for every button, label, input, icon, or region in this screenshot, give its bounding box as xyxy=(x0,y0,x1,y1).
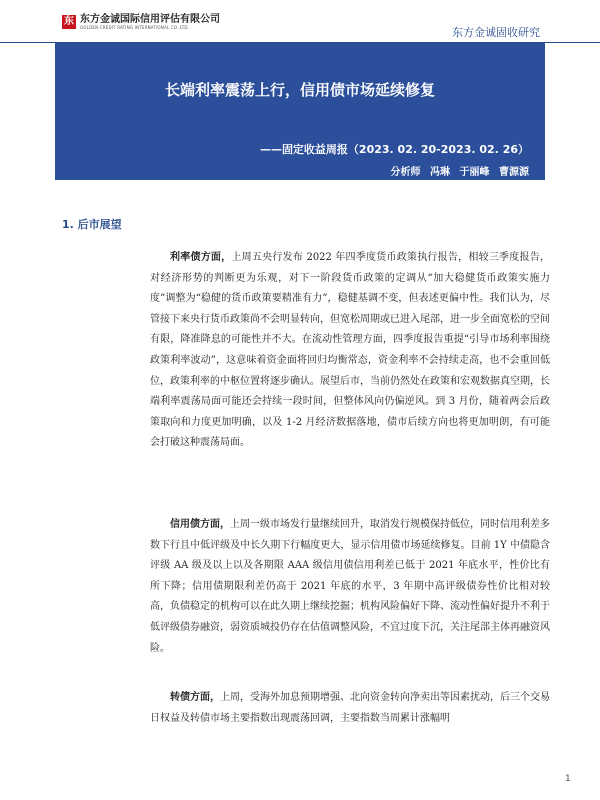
paragraph-body: 上周一级市场发行量继续回升，取消发行规模保持低位，同时信用利差多数下行且中低评级及中长久期下行幅度更大，显示信用债市场延续修复。目前 1Y 中债隐含评级 AA 级及以上以及各期限 AAA 级信用债信用利差已低于 2021 年底水平，性价比有所下降；信用债期限利差仍高于 2021 年底的水平，3 年期中高评级债券性价比相对较高，负债稳定的机构可以在此久期上继续挖掘；机构风险偏好下降、流动性偏好提升不利于低评级债券融资，弱资质城投仍存在估值调整风险，不宜过度下沉，关注尾部主体再融资风险。 xyxy=(150,519,550,654)
paragraph-body: 上周，受海外加息预期增强、北向资金转向净卖出等因素扰动，后三个交易日权益及转债市场主要指数出现震荡回调，主要指数当周累计涨幅明 xyxy=(150,692,550,724)
company-logo xyxy=(62,14,220,31)
analyst-name: 曹源源 xyxy=(499,167,529,178)
report-subtitle: ——固定收益周报（2023. 02. 20-2023. 02. 26） xyxy=(259,143,529,156)
analysts-label: 分析师 xyxy=(390,167,421,178)
paragraph-rates xyxy=(150,248,550,454)
analyst-name: 于丽峰 xyxy=(459,167,490,178)
page-number: 1 xyxy=(565,774,571,784)
paragraph-lead: 信用债方面， xyxy=(170,519,230,530)
report-title: 长端利率震荡上行，信用债市场延续修复 xyxy=(164,81,435,99)
analyst-name: 冯琳 xyxy=(430,167,451,178)
paragraph-convertible xyxy=(150,688,550,729)
title-banner xyxy=(55,43,545,180)
paragraph-lead: 利率债方面， xyxy=(170,252,232,263)
company-name-en: GOLDEN CREDIT RATING INTERNATIONAL CO.,LTD. xyxy=(80,25,190,30)
paragraph-lead: 转债方面， xyxy=(170,692,220,703)
company-name-cn: 东方金诚国际信用评估有限公司 xyxy=(80,14,220,25)
paragraph-body: 上周五央行发布 2022 年四季度货币政策执行报告，相较三季度报告，对经济形势的判断更为乐观，对下一阶段货币政策的定调从“加大稳健货币政策实施力度”调整为“稳健的货币政策要精准有力”，稳健基调不变，但表述更偏中性。我们认为，尽管接下来央行货币政策尚不会明显转向，但宽松周期或已进入尾部，进一步全面宽松的空间有限，降准降息的可能性并不大。在流动性管理方面，四季度报告重提“引导市场利率围绕政策利率波动”，这意味着资金面将回归均衡常态，资金利率不会持续走高，也不会重回低位，政策利率的中枢位置将逐步确认。展望后市，当前仍然处在政策和宏观数据真空期，长端利率震荡局面可能还会持续一段时间，但整体风向仍偏逆风。到 3 月份，随着两会后政策取向和力度更加明确，以及 1-2 月经济数据落地，债市后续方向也将更加明朗，有可能会打破这种震荡局面。 xyxy=(150,252,550,449)
paragraph-credit xyxy=(150,515,550,659)
logo-mark-icon: 东 xyxy=(64,16,74,27)
page-header xyxy=(0,0,600,43)
analysts-line xyxy=(385,163,529,178)
header-section-label: 东方金诚固收研究 xyxy=(452,26,540,39)
section-heading: 1. 后市展望 xyxy=(62,218,122,231)
